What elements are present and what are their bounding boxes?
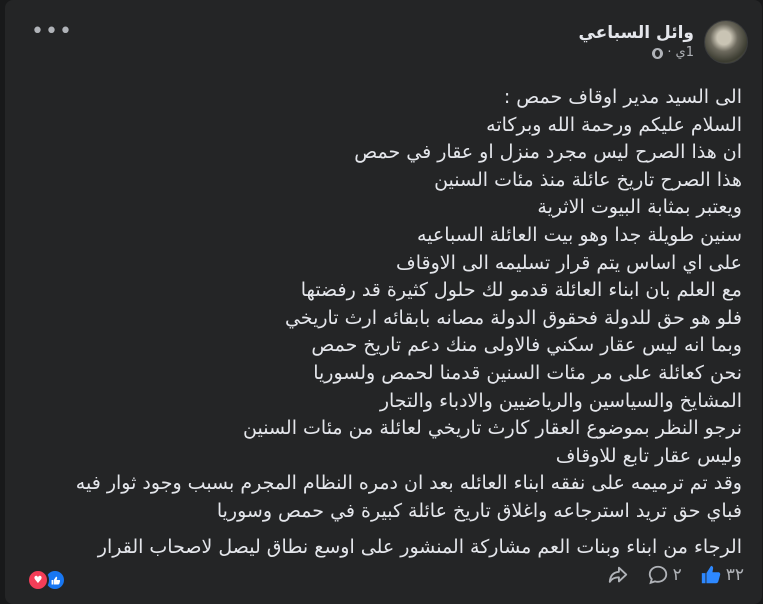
post-body-line: نرجو النظر بموضوع العقار كارث تاريخي لعائلة من مئات السنين — [243, 417, 742, 440]
post-footer — [5, 562, 762, 596]
love-reaction-icon: ♥ — [27, 569, 49, 591]
author-name[interactable]: وائل السباعي — [578, 23, 694, 43]
post-header — [578, 16, 748, 68]
post-subline — [578, 44, 694, 62]
comment-button[interactable] — [647, 564, 682, 586]
post-actions — [607, 564, 744, 586]
post-body-line: وقد تم ترميمه على نفقه ابناء العائله بعد ان دمره النظام المجرم بسبب وجود ثوار فيه — [75, 472, 742, 495]
post-timestamp[interactable]: 1ي — [675, 45, 694, 60]
reaction-summary[interactable] — [27, 569, 66, 591]
post-body — [42, 84, 742, 526]
post-closing-line: الرجاء من ابناء وبنات العم مشاركة المنشور على اوسع نطاق ليصل لاصحاب القرار — [97, 536, 742, 558]
post-body-line: المشايخ والسياسين والرياضيين والادباء والتجار — [379, 389, 742, 412]
post-meta — [578, 22, 694, 62]
like-count: ٣٢ — [725, 565, 744, 585]
like-icon — [700, 564, 722, 586]
post-body-line: الى السيد مدير اوقاف حمص : — [503, 86, 742, 108]
post-body-line: السلام عليكم ورحمة الله وبركاته — [486, 113, 742, 136]
post-body-line: على اي اساس يتم قرار تسليمه الى الاوقاف — [396, 251, 742, 274]
post-body-line: فلو هو حق للدولة فحقوق الدولة مصانه بابقائه ارث تاريخي — [284, 306, 742, 329]
post-body-line: ان هذا الصرح ليس مجرد منزل او عقار في حمص — [354, 141, 742, 164]
post-body-line: وبما انه ليس عقار سكني فالاولى منك دعم تاريخ حمص — [311, 334, 742, 357]
comment-count: ٢ — [672, 565, 682, 585]
like-button[interactable] — [700, 564, 744, 586]
post-body-line: ويعتبر بمثابة البيوت الاثرية — [537, 196, 742, 219]
post-body-line: مع العلم بان ابناء العائلة قدمو لك حلول كثيرة قد رفضتها — [300, 279, 742, 302]
more-options-button[interactable]: ••• — [31, 19, 73, 44]
post-body-line: فباي حق تريد استرجاعه واغلاق تاريخ عائلة كبيرة في حمص وسوريا — [216, 499, 742, 522]
comment-icon — [647, 564, 669, 586]
post-body-line: نحن كعائلة على مر مئات السنين قدمنا لحمص ولسوريا — [313, 361, 742, 384]
post-body-line: وليس عقار تابع للاوقاف — [555, 444, 742, 467]
share-icon — [607, 564, 629, 586]
avatar[interactable] — [704, 20, 748, 64]
separator-dot: · — [667, 45, 672, 60]
globe-icon[interactable] — [652, 48, 663, 59]
post-body-line: سنين طويلة جدا وهو بيت العائلة السباعيه — [416, 223, 742, 246]
post-body-line: هذا الصرح تاريخ عائلة منذ مئات السنين — [434, 168, 742, 191]
post-card — [5, 0, 762, 604]
share-button[interactable] — [607, 564, 629, 586]
